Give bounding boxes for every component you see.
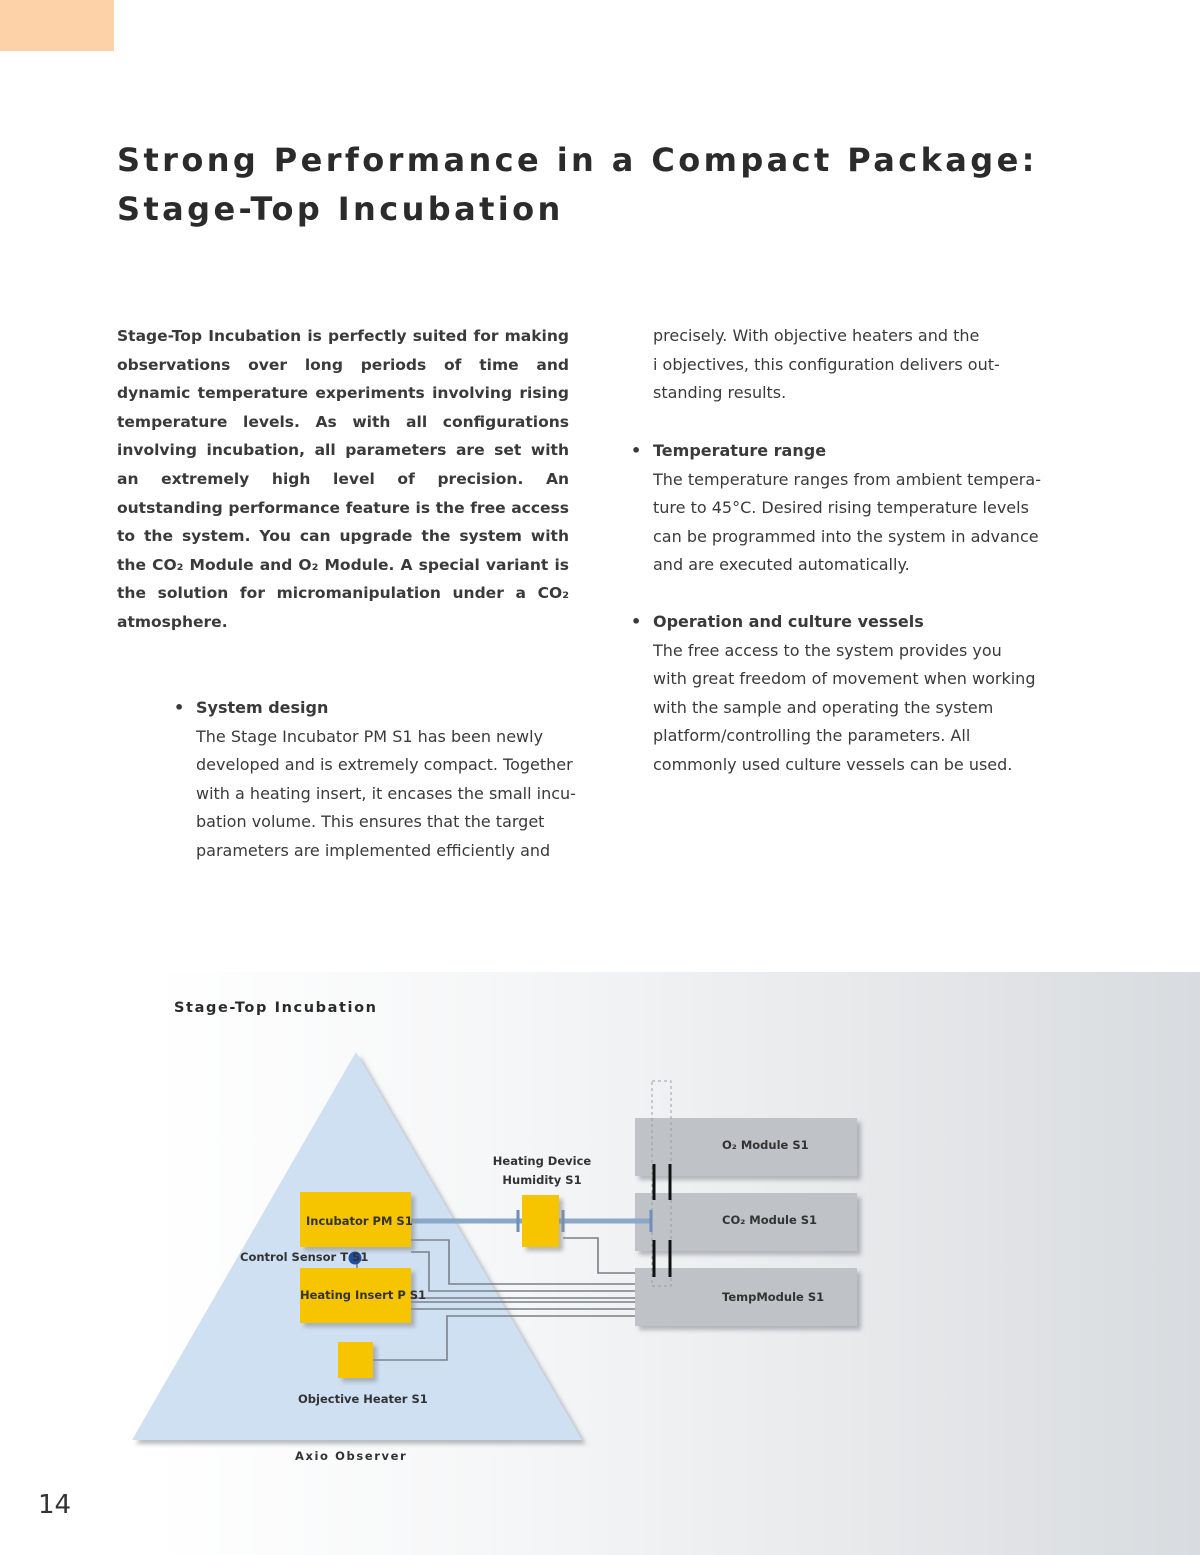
title-line-2: Stage-Top Incubation xyxy=(117,190,564,228)
bullet-heading: • System design xyxy=(196,694,576,723)
heating-insert-label: Heating Insert P S1 xyxy=(300,1288,427,1302)
page-title xyxy=(117,136,1177,234)
bullet-system-design xyxy=(196,694,576,866)
intro-paragraph: Stage-Top Incubation is perfectly suited for making observations over long periods of time and dynamic temperature experiments involving rising temperature levels. As with all configurations involving incubation, all parameters are set with an extremely high level of precision. An outstanding performance feature is the free access to the system. You can upgrade the system with the CO₂ Module and O₂ Module. A special variant is the solution for micromanipulation under a CO₂ atmosphere. xyxy=(117,327,569,631)
continuation-text xyxy=(653,322,1000,408)
heating-device-label-2: Humidity S1 xyxy=(502,1173,582,1187)
bullet-line: The temperature ranges from ambient tempera- xyxy=(653,469,1041,489)
bullet-line: bation volume. This ensures that the target xyxy=(196,812,545,832)
bullet-operation xyxy=(653,608,1035,780)
bullet-line: commonly used culture vessels can be used. xyxy=(653,754,1013,774)
bullet-line: and are executed automatically. xyxy=(653,555,910,575)
bullet-heading: • Temperature range xyxy=(653,437,1041,466)
bullet-line: The Stage Incubator PM S1 has been newly xyxy=(196,726,544,746)
title-line-1: Strong Performance in a Compact Package: xyxy=(117,141,1038,179)
page-number: 14 xyxy=(38,1490,72,1520)
bullet-line: with great freedom of movement when working xyxy=(653,669,1036,689)
bullet-line: with a heating insert, it encases the small incu- xyxy=(196,783,576,803)
continuation-line: i objectives, this configuration delivers out- xyxy=(653,354,1000,374)
axio-observer-label: Axio Observer xyxy=(295,1449,408,1463)
objective-heater-box xyxy=(338,1342,373,1378)
control-sensor-label: Control Sensor T S1 xyxy=(240,1250,369,1264)
continuation-line: precisely. With objective heaters and the xyxy=(653,326,980,345)
bullet-line: can be programmed into the system in advance xyxy=(653,526,1039,546)
bullet-heading: • Operation and culture vessels xyxy=(653,608,1035,637)
bullet-line: parameters are implemented efficiently and xyxy=(196,840,551,860)
temp-module-label: TempModule S1 xyxy=(722,1290,825,1304)
heating-device-label-1: Heating Device xyxy=(492,1154,592,1168)
bullet-line: ture to 45°C. Desired rising temperature levels xyxy=(653,498,1029,518)
bullet-line: platform/controlling the parameters. All xyxy=(653,726,971,746)
o2-module-label: O₂ Module S1 xyxy=(722,1138,809,1152)
bullet-line: with the sample and operating the system xyxy=(653,697,994,717)
objective-heater-label: Objective Heater S1 xyxy=(298,1392,428,1406)
incubator-pm-label: Incubator PM S1 xyxy=(306,1214,413,1228)
bullet-line: developed and is extremely compact. Together xyxy=(196,755,573,775)
bullet-temperature-range xyxy=(653,437,1041,580)
corner-tab xyxy=(0,0,114,51)
continuation-line: standing results. xyxy=(653,383,787,403)
co2-module-label: CO₂ Module S1 xyxy=(722,1213,818,1227)
diagram-title: Stage-Top Incubation xyxy=(174,1000,378,1016)
bullet-line: The free access to the system provides you xyxy=(653,640,1002,660)
heating-device-box xyxy=(522,1195,559,1247)
stage-top-incubation-diagram xyxy=(0,972,1200,1555)
